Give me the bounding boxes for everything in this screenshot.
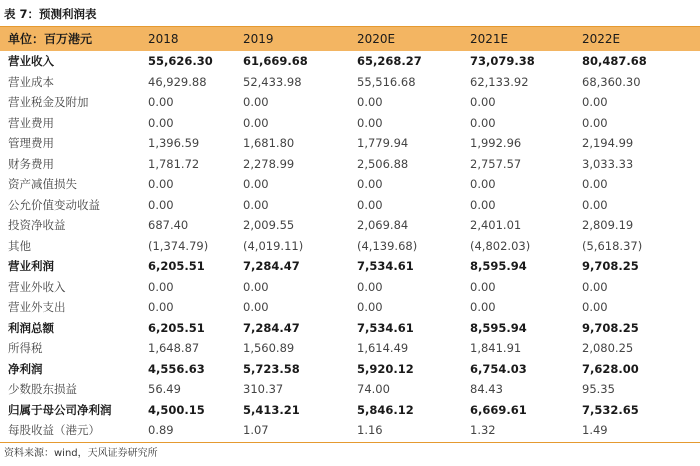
row-label: 利润总额 <box>8 320 54 335</box>
row-value: 7,284.47 <box>243 320 300 335</box>
row-value: 0.00 <box>582 279 608 294</box>
row-value: 62,133.92 <box>470 74 529 89</box>
row-label: 营业外支出 <box>8 300 66 314</box>
row-label: 净利润 <box>8 361 43 376</box>
table-row <box>0 51 700 72</box>
row-value: 0.00 <box>148 115 174 130</box>
row-value: 68,360.30 <box>582 74 641 89</box>
table-body <box>0 51 700 441</box>
table-row <box>0 400 700 421</box>
row-value: 73,079.38 <box>470 54 535 68</box>
row-value: 46,929.88 <box>148 74 207 89</box>
row-value: 1,992.96 <box>470 136 522 150</box>
row-label: 投资净收益 <box>8 218 66 232</box>
row-value: 0.00 <box>470 300 496 314</box>
row-value: 0.00 <box>357 95 383 109</box>
row-value: 1.49 <box>582 423 608 437</box>
row-value: 687.40 <box>148 218 189 232</box>
row-value: 0.00 <box>470 279 496 294</box>
row-value: 6,669.61 <box>470 402 527 417</box>
table-row <box>0 420 700 441</box>
bottom-rule <box>0 442 700 443</box>
row-value: 1,396.59 <box>148 136 200 150</box>
table-row <box>0 174 700 195</box>
table-row <box>0 379 700 400</box>
table-row <box>0 195 700 216</box>
row-value: 1.07 <box>243 423 269 437</box>
row-value: 2,194.99 <box>582 136 634 150</box>
row-value: 310.37 <box>243 382 284 396</box>
table-title: 表 7：预测利润表 <box>4 7 97 21</box>
row-value: 2,809.19 <box>582 218 634 232</box>
source-note: 资料来源：wind，天风证券研究所 <box>4 448 158 459</box>
row-value: 0.00 <box>148 197 174 212</box>
row-value: 7,534.61 <box>357 320 414 335</box>
row-value: (1,374.79) <box>148 238 209 253</box>
table-row <box>0 236 700 257</box>
row-value: 6,205.51 <box>148 259 205 273</box>
row-value: 0.00 <box>243 300 269 314</box>
row-value: 0.00 <box>148 95 174 109</box>
row-value: 8,595.94 <box>470 320 527 335</box>
row-value: 2,080.25 <box>582 341 634 355</box>
row-value: 1,648.87 <box>148 341 200 355</box>
row-value: 6,754.03 <box>470 361 527 376</box>
row-label: 公允价值变动收益 <box>8 197 100 212</box>
table-row <box>0 215 700 236</box>
row-value: 0.00 <box>582 115 608 130</box>
row-value: 1.32 <box>470 423 496 437</box>
row-value: 7,284.47 <box>243 259 300 273</box>
row-value: 0.00 <box>582 177 608 191</box>
row-value: 0.00 <box>470 197 496 212</box>
row-value: 80,487.68 <box>582 54 647 68</box>
header-2019: 2019 <box>243 32 274 46</box>
row-value: 2,401.01 <box>470 218 522 232</box>
row-value: 7,534.61 <box>357 259 414 273</box>
row-value: 0.00 <box>357 177 383 191</box>
row-value: (5,618.37) <box>582 238 643 253</box>
row-value: (4,802.03) <box>470 238 531 253</box>
table-row <box>0 113 700 134</box>
table-row <box>0 277 700 298</box>
row-label: 营业收入 <box>8 54 54 68</box>
row-label: 其他 <box>8 238 31 253</box>
row-value: 2,757.57 <box>470 156 522 171</box>
header-2018: 2018 <box>148 32 179 46</box>
row-value: 0.00 <box>470 95 496 109</box>
row-value: 3,033.33 <box>582 156 634 171</box>
row-value: 1,614.49 <box>357 341 409 355</box>
row-value: 0.00 <box>357 300 383 314</box>
row-value: 1,781.72 <box>148 156 200 171</box>
row-value: 5,723.58 <box>243 361 300 376</box>
row-value: (4,019.11) <box>243 238 304 253</box>
row-label: 营业费用 <box>8 115 54 130</box>
row-value: 4,556.63 <box>148 361 205 376</box>
row-value: 1,681.80 <box>243 136 295 150</box>
table-row <box>0 338 700 359</box>
row-value: 0.00 <box>582 197 608 212</box>
row-value: 4,500.15 <box>148 402 205 417</box>
row-value: 5,413.21 <box>243 402 300 417</box>
header-2021e: 2021E <box>470 32 509 46</box>
row-label: 管理费用 <box>8 136 54 150</box>
row-value: 56.49 <box>148 382 181 396</box>
table-row <box>0 256 700 277</box>
row-value: 0.00 <box>582 95 608 109</box>
row-value: 2,009.55 <box>243 218 295 232</box>
row-label: 归属于母公司净利润 <box>8 402 112 417</box>
row-value: 9,708.25 <box>582 320 639 335</box>
row-value: 84.43 <box>470 382 503 396</box>
row-value: 74.00 <box>357 382 390 396</box>
row-value: 1,841.91 <box>470 341 522 355</box>
row-value: 7,628.00 <box>582 361 639 376</box>
row-label: 营业利润 <box>8 259 54 273</box>
table-row <box>0 133 700 154</box>
row-value: 2,506.88 <box>357 156 409 171</box>
row-value: 2,069.84 <box>357 218 409 232</box>
table-row <box>0 318 700 339</box>
row-value: 61,669.68 <box>243 54 308 68</box>
row-value: 0.00 <box>357 197 383 212</box>
row-value: 0.00 <box>470 177 496 191</box>
row-value: 0.89 <box>148 423 174 437</box>
header-2020e: 2020E <box>357 32 396 46</box>
row-label: 财务费用 <box>8 156 54 171</box>
table-row <box>0 92 700 113</box>
row-value: 0.00 <box>243 95 269 109</box>
row-value: 0.00 <box>243 197 269 212</box>
row-value: 0.00 <box>582 300 608 314</box>
row-value: 1.16 <box>357 423 383 437</box>
row-value: 0.00 <box>148 177 174 191</box>
row-value: 95.35 <box>582 382 615 396</box>
table-header <box>0 27 700 51</box>
row-label: 营业成本 <box>8 74 54 89</box>
row-value: 9,708.25 <box>582 259 639 273</box>
row-value: 2,278.99 <box>243 156 295 171</box>
header-2022e: 2022E <box>582 32 621 46</box>
row-value: 5,846.12 <box>357 402 414 417</box>
row-value: 65,268.27 <box>357 54 422 68</box>
row-value: 0.00 <box>243 279 269 294</box>
row-value: 5,920.12 <box>357 361 414 376</box>
row-value: 52,433.98 <box>243 74 302 89</box>
row-value: 0.00 <box>243 115 269 130</box>
row-value: 0.00 <box>148 279 174 294</box>
row-value: 1,560.89 <box>243 341 295 355</box>
row-value: 6,205.51 <box>148 320 205 335</box>
row-value: 0.00 <box>470 115 496 130</box>
row-value: 0.00 <box>357 115 383 130</box>
row-value: 0.00 <box>148 300 174 314</box>
row-value: (4,139.68) <box>357 238 418 253</box>
table-row <box>0 154 700 175</box>
table-row <box>0 359 700 380</box>
row-value: 55,516.68 <box>357 74 416 89</box>
row-label: 每股收益（港元） <box>8 423 100 437</box>
row-value: 0.00 <box>243 177 269 191</box>
header-unit: 单位：百万港元 <box>8 32 93 46</box>
table-row <box>0 297 700 318</box>
row-label: 营业税金及附加 <box>8 95 89 109</box>
row-value: 0.00 <box>357 279 383 294</box>
row-value: 7,532.65 <box>582 402 639 417</box>
row-label: 所得税 <box>8 341 43 355</box>
row-label: 少数股东损益 <box>8 382 77 396</box>
row-label: 资产减值损失 <box>8 177 77 191</box>
table-row <box>0 72 700 93</box>
row-value: 1,779.94 <box>357 136 409 150</box>
row-label: 营业外收入 <box>8 279 66 294</box>
row-value: 55,626.30 <box>148 54 213 68</box>
row-value: 8,595.94 <box>470 259 527 273</box>
